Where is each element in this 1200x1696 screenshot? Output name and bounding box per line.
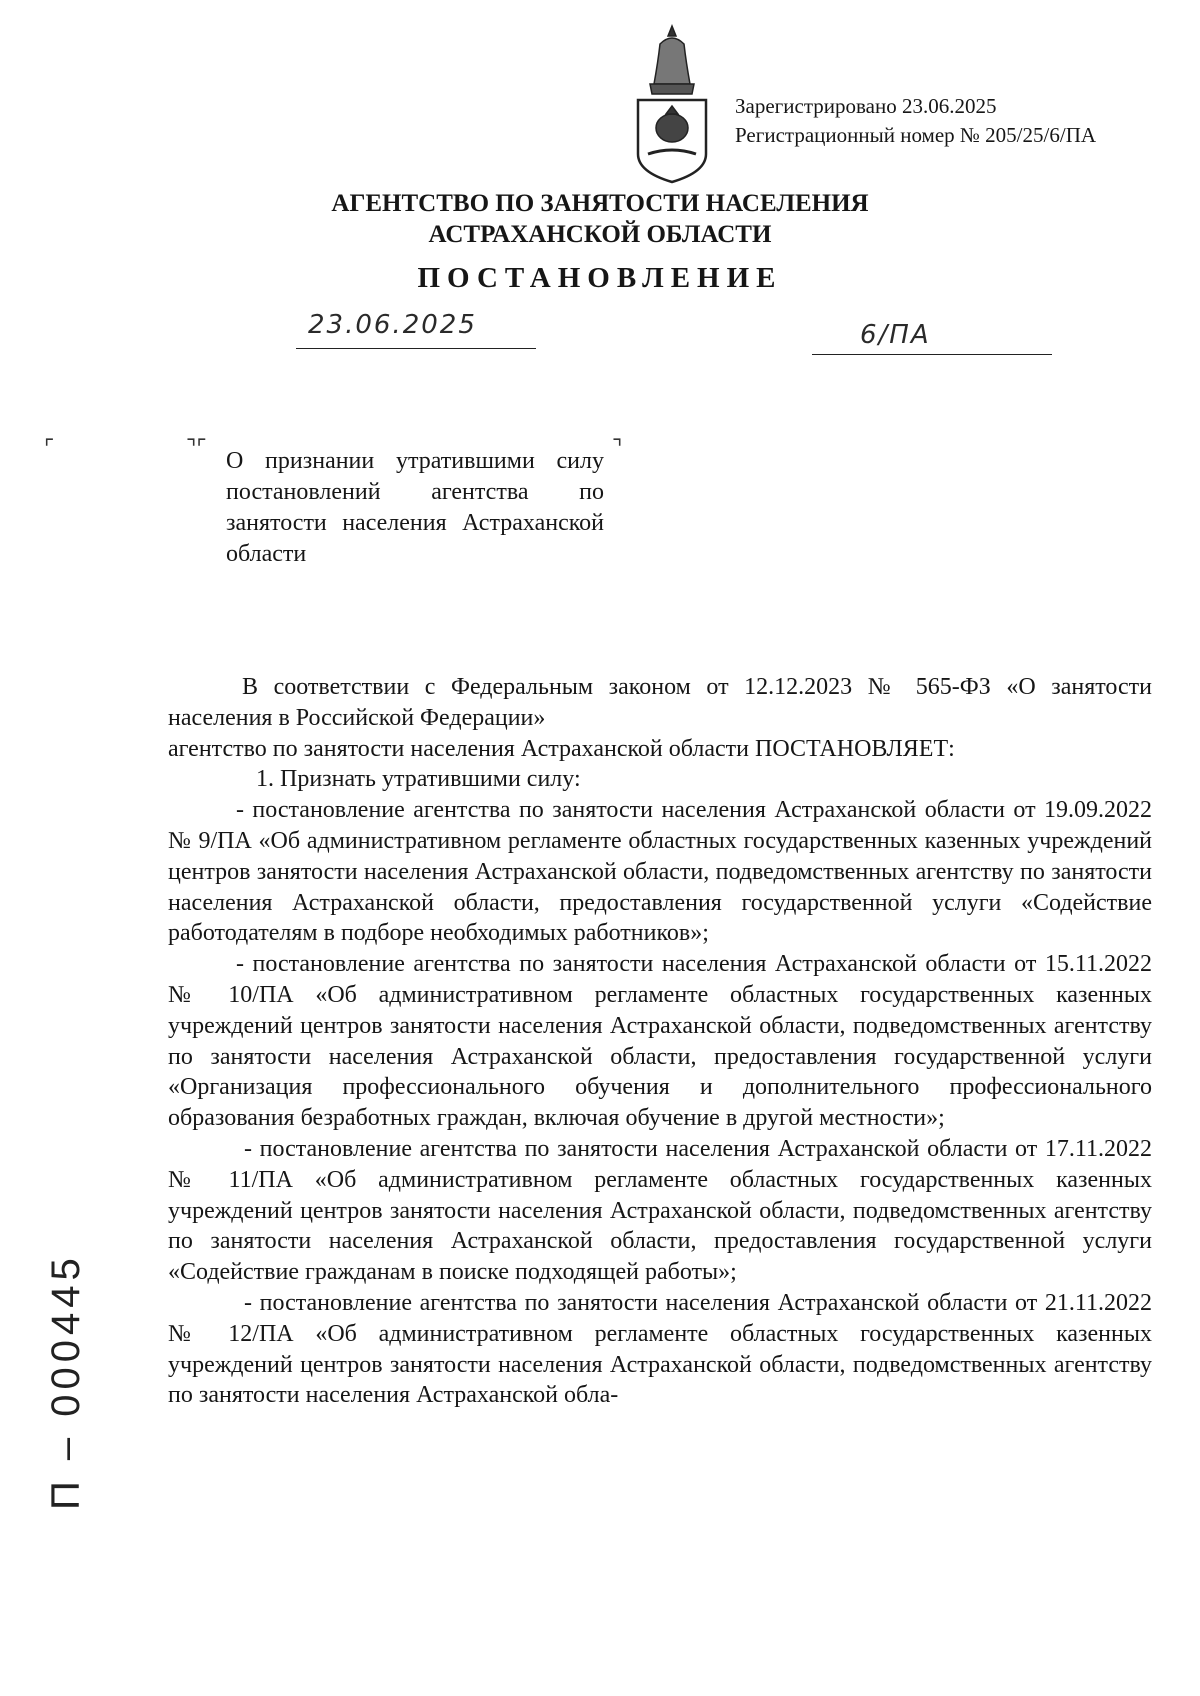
handwritten-number: 6/ПА [860,320,931,350]
side-serial-number [20,1253,120,1520]
clause-1: 1. Признать утратившими силу: [256,766,581,793]
agency-name-line2: АСТРАХАНСКОЙ ОБЛАСТИ [428,221,772,248]
agency-name [0,188,1200,250]
number-underline [812,354,1052,355]
resolution-paragraph: агентство по занятости населения Астраханской области ПОСТАНОВЛЯЕТ: [168,735,955,762]
registration-date: Зарегистрировано 23.06.2025 [735,94,997,118]
side-serial-number-text: П – 000445 [44,1253,88,1510]
agency-name-line1: АГЕНТСТВО ПО ЗАНЯТОСТИ НАСЕЛЕНИЯ [331,190,869,217]
date-underline [296,348,536,349]
handwritten-date: 23.06.2025 [308,310,477,340]
repealed-item: - постановление агентства по занятости населения Астраханской области от 17.11.2022 № 11/ПА «Об административном регламенте областных государственных казенных учреждений центров занятости населения Астраханской области, подведомственных агентству по занятости населения Астраханской области, предоставления государственной услуги «Содействие гражданам в поиске подходящей работы»; [168,1135,1152,1286]
coat-of-arms-emblem [632,22,712,192]
document-subject: О признании утратившими силу постановлений агентства по занятости населения Астраханской области [226,448,604,567]
subject-left-bracket: ⌝⌜ [186,436,207,461]
subject-right-bracket: ⌝ [612,436,623,461]
document-type-title: ПОСТАНОВЛЕНИЕ [417,262,783,294]
preamble-paragraph: В соответствии с Федеральным законом от 12.12.2023 № 565-ФЗ «О занятости населения в Российской Федерации» [168,674,1152,731]
registration-number: Регистрационный номер № 205/25/6/ПА [735,123,1097,147]
repealed-item: - постановление агентства по занятости населения Астраханской области от 15.11.2022 № 10/ПА «Об административном регламенте областных государственных казенных учреждений центров занятости населения Астраханской области, подведомственных агентству по занятости населения Астраханской области, предоставления государственной услуги «Организация профессионального обучения и дополнительного профессионального образования безработных граждан, включая обучение в другой местности»; [168,951,1152,1132]
document-body [168,672,1152,1411]
repealed-item: - постановление агентства по занятости населения Астраханской области от 21.11.2022 № 12/ПА «Об административном регламенте областных государственных казенных учреждений центров занятости населения Астраханской области, подведомственных агентству по занятости населения Астраханской обла- [168,1289,1152,1409]
registration-stamp [735,92,1096,150]
margin-corner-mark: ⌜ [44,436,55,461]
repealed-item: - постановление агентства по занятости населения Астраханской области от 19.09.2022 № 9/ПА «Об административном регламенте областных государственных казенных учреждений центров занятости населения Астраханской области, подведомственных агентству по занятости населения Астраханской области, предоставления государственной услуги «Содействие работодателям в подборе необходимых работников»; [168,797,1152,947]
